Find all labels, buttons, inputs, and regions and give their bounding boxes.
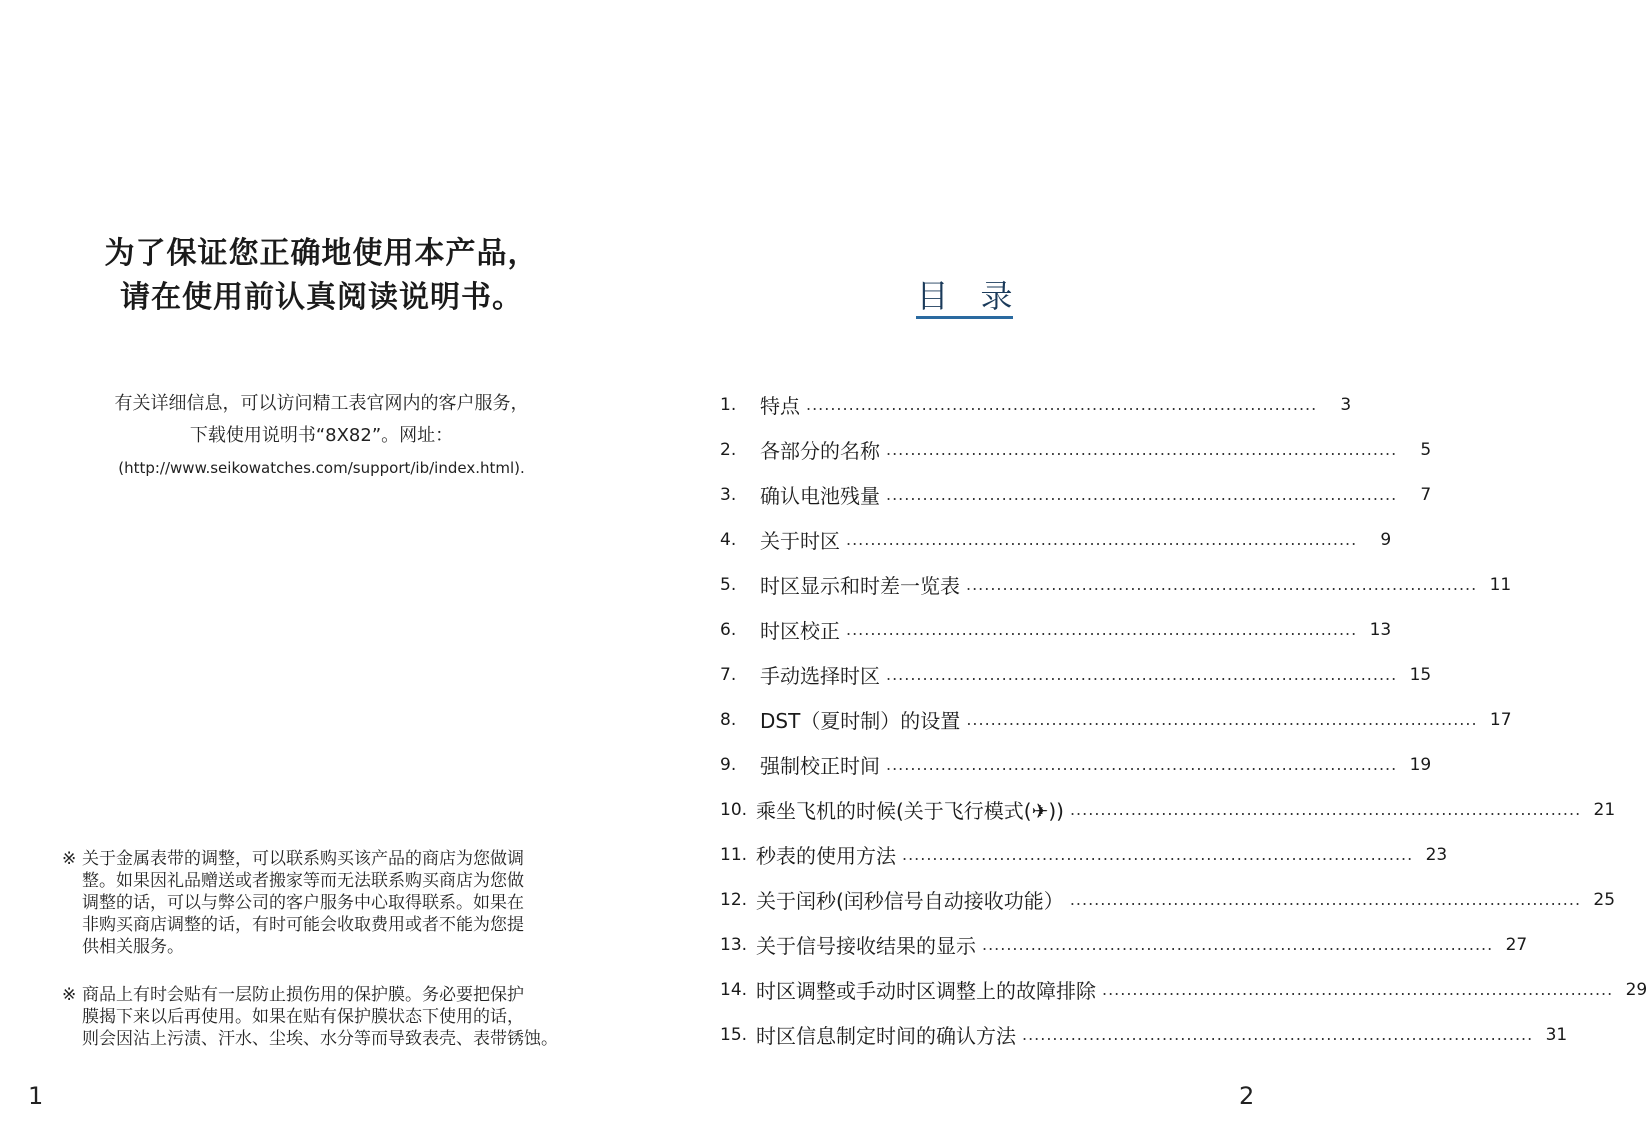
toc-entry-label: 关于时区 bbox=[760, 529, 840, 553]
toc-entry-label: 时区调整或手动时区调整上的故障排除 bbox=[756, 979, 1096, 1003]
toc-entry[interactable] bbox=[720, 607, 1392, 652]
page-number-right: 2 bbox=[1239, 1082, 1255, 1110]
dot-leader: .................................................................................... bbox=[1069, 890, 1582, 909]
headline-line-2: 请在使用前认真阅读说明书。 bbox=[120, 280, 523, 315]
toc-entry[interactable] bbox=[720, 832, 1448, 877]
toc-entry-page: 3 bbox=[1340, 394, 1352, 415]
dot-leader: .................................................................................... bbox=[1022, 1025, 1534, 1044]
dot-leader: .................................................................................... bbox=[886, 485, 1398, 504]
dot-leader: .................................................................................... bbox=[902, 845, 1414, 864]
toc-entry-number: 9. bbox=[720, 754, 737, 775]
toc-entry-number: 13. bbox=[720, 934, 748, 955]
toc-entry-number: 8. bbox=[720, 709, 737, 730]
note-line: 商品上有时会贴有一层防止损伤用的保护膜。务必要把保护 bbox=[82, 985, 524, 1005]
toc-entry[interactable] bbox=[720, 967, 1647, 1012]
dot-leader: .................................................................................... bbox=[846, 620, 1358, 639]
toc-entry[interactable] bbox=[720, 697, 1512, 742]
info-line-2: 下载使用说明书“8X82”。网址： bbox=[189, 425, 454, 446]
toc-entry-label: 秒表的使用方法 bbox=[756, 844, 896, 868]
table-of-contents bbox=[720, 382, 1647, 1057]
note-protective-film bbox=[62, 984, 622, 1050]
headline-line-1: 为了保证您正确地使用本产品， bbox=[104, 236, 539, 271]
toc-entry[interactable] bbox=[720, 742, 1432, 787]
toc-entry-page: 23 bbox=[1425, 844, 1448, 865]
toc-entry-number: 4. bbox=[720, 529, 737, 550]
toc-entry[interactable] bbox=[720, 787, 1616, 832]
toc-entry-number: 14. bbox=[720, 979, 748, 1000]
toc-entry-page: 11 bbox=[1489, 574, 1512, 595]
toc-title: 目 录 bbox=[916, 277, 1013, 315]
toc-entry-page: 27 bbox=[1505, 934, 1528, 955]
toc-entry-label: 时区校正 bbox=[760, 619, 840, 643]
toc-entry-label: 关于信号接收结果的显示 bbox=[756, 934, 976, 958]
toc-entry-page: 9 bbox=[1380, 529, 1392, 550]
toc-entry[interactable] bbox=[720, 922, 1528, 967]
toc-entry-page: 19 bbox=[1409, 754, 1432, 775]
toc-entry[interactable] bbox=[720, 517, 1392, 562]
toc-entry-label: DST（夏时制）的设置 bbox=[760, 709, 961, 733]
note-mark: ※ bbox=[62, 985, 77, 1005]
dot-leader: .................................................................................... bbox=[846, 530, 1358, 549]
toc-title-underline bbox=[916, 316, 1013, 319]
dot-leader: .................................................................................... bbox=[966, 575, 1478, 594]
toc-entry-number: 10. bbox=[720, 799, 748, 820]
dot-leader: .................................................................................... bbox=[1102, 980, 1614, 999]
left-page bbox=[0, 0, 643, 1122]
toc-entry-label: 关于闰秒(闰秒信号自动接收功能） bbox=[756, 889, 1064, 913]
toc-entry-label: 时区信息制定时间的确认方法 bbox=[756, 1024, 1016, 1048]
info-url: (http://www.seikowatches.com/support/ib/index.html). bbox=[118, 459, 525, 477]
toc-entry-label: 乘坐飞机的时候(关于飞行模式(✈)) bbox=[756, 799, 1064, 823]
toc-entry-number: 2. bbox=[720, 439, 737, 460]
dot-leader: .................................................................................... bbox=[806, 395, 1318, 414]
dot-leader: .................................................................................... bbox=[886, 665, 1398, 684]
toc-entry-page: 5 bbox=[1420, 439, 1432, 460]
toc-entry-label: 各部分的名称 bbox=[760, 439, 880, 463]
toc-entry[interactable] bbox=[720, 562, 1512, 607]
toc-entry-label: 手动选择时区 bbox=[760, 664, 880, 688]
toc-entry-page: 13 bbox=[1369, 619, 1392, 640]
dot-leader: .................................................................................... bbox=[1069, 800, 1582, 819]
note-line: 供相关服务。 bbox=[82, 937, 184, 957]
note-line: 非购买商店调整的话，有时可能会收取费用或者不能为您提 bbox=[82, 915, 524, 935]
dot-leader: .................................................................................... bbox=[966, 710, 1478, 729]
headline bbox=[0, 232, 643, 320]
toc-entry-number: 1. bbox=[720, 394, 737, 415]
note-mark: ※ bbox=[62, 849, 77, 869]
dot-leader: .................................................................................... bbox=[886, 755, 1398, 774]
toc-entry-number: 12. bbox=[720, 889, 748, 910]
toc-entry-label: 确认电池残量 bbox=[760, 484, 880, 508]
toc-entry-number: 11. bbox=[720, 844, 748, 865]
toc-entry[interactable] bbox=[720, 652, 1432, 697]
note-line: 调整的话，可以与弊公司的客户服务中心取得联系。如果在 bbox=[82, 893, 524, 913]
note-line: 整。如果因礼品赠送或者搬家等而无法联系购买商店为您做 bbox=[82, 871, 524, 891]
toc-entry[interactable] bbox=[720, 1012, 1568, 1057]
note-line: 膜揭下来以后再使用。如果在贴有保护膜状态下使用的话， bbox=[82, 1007, 524, 1027]
dot-leader: .................................................................................... bbox=[886, 440, 1398, 459]
toc-entry-page: 17 bbox=[1489, 709, 1512, 730]
toc-entry-page: 25 bbox=[1593, 889, 1616, 910]
toc-entry-page: 7 bbox=[1420, 484, 1432, 505]
toc-entry[interactable] bbox=[720, 877, 1616, 922]
toc-entry-label: 特点 bbox=[760, 394, 800, 418]
toc-entry-number: 5. bbox=[720, 574, 737, 595]
toc-entry[interactable] bbox=[720, 472, 1432, 517]
page-number-left: 1 bbox=[28, 1082, 44, 1110]
toc-entry[interactable] bbox=[720, 427, 1432, 472]
toc-entry-label: 时区显示和时差一览表 bbox=[760, 574, 960, 598]
toc-entry-label: 强制校正时间 bbox=[760, 754, 880, 778]
note-band-adjustment bbox=[62, 848, 622, 958]
note-line: 关于金属表带的调整，可以联系购买该产品的商店为您做调 bbox=[82, 849, 524, 869]
toc-entry-page: 15 bbox=[1409, 664, 1432, 685]
toc-entry[interactable] bbox=[720, 382, 1352, 427]
toc-entry-page: 21 bbox=[1593, 799, 1616, 820]
toc-entry-page: 29 bbox=[1625, 979, 1647, 1000]
dot-leader: .................................................................................... bbox=[982, 935, 1494, 954]
toc-entry-number: 15. bbox=[720, 1024, 748, 1045]
toc-entry-page: 31 bbox=[1545, 1024, 1568, 1045]
note-line: 则会因沾上污渍、汗水、尘埃、水分等而导致表壳、表带锈蚀。 bbox=[82, 1029, 558, 1049]
toc-entry-number: 7. bbox=[720, 664, 737, 685]
info-line-1: 有关详细信息，可以访问精工表官网内的客户服务， bbox=[114, 393, 529, 414]
toc-entry-number: 3. bbox=[720, 484, 737, 505]
toc-entry-number: 6. bbox=[720, 619, 737, 640]
info-block bbox=[0, 388, 643, 484]
